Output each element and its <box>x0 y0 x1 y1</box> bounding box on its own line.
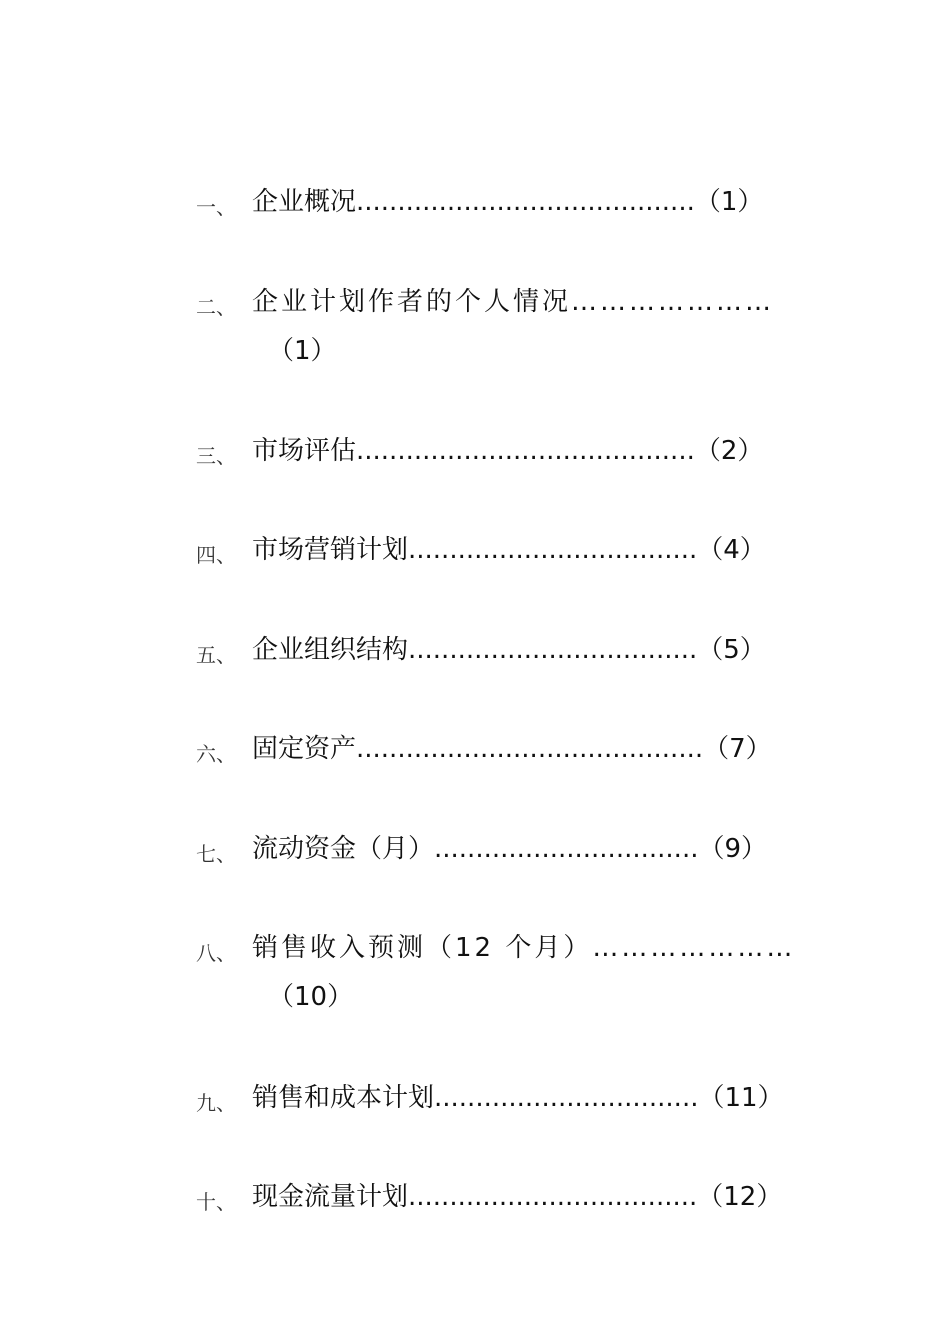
entry-text: 企业计划作者的个人情况………………… <box>252 287 775 317</box>
entry-number: 十、 <box>196 1190 236 1214</box>
entry-number: 六、 <box>196 742 236 766</box>
entry-text: 企业概况.........................................（1） <box>252 187 764 217</box>
entry-text: 企业组织结构...................................（5） <box>252 635 766 665</box>
entry-number: 九、 <box>196 1091 236 1115</box>
entry-number: 一、 <box>196 195 236 219</box>
entry-number: 三、 <box>196 444 236 468</box>
entry-page-continuation: （1） <box>268 336 337 366</box>
entry-number: 七、 <box>196 842 236 866</box>
entry-number: 四、 <box>196 543 236 567</box>
entry-number: 八、 <box>196 941 236 965</box>
entry-text: 销售和成本计划................................（11） <box>252 1083 784 1113</box>
entry-text: 现金流量计划...................................（12） <box>252 1182 783 1212</box>
entry-number: 五、 <box>196 643 236 667</box>
entry-page-continuation: （10） <box>268 982 354 1012</box>
entry-text: 流动资金（月）................................（9） <box>252 834 768 864</box>
entry-text: 市场营销计划...................................（4） <box>252 535 766 565</box>
entry-number: 二、 <box>196 295 236 319</box>
entry-text: 销售收入预测（12 个月）………………… <box>252 933 796 963</box>
entry-text: 市场评估.........................................（2） <box>252 436 764 466</box>
entry-text: 固定资产..........................................（7） <box>252 734 772 764</box>
